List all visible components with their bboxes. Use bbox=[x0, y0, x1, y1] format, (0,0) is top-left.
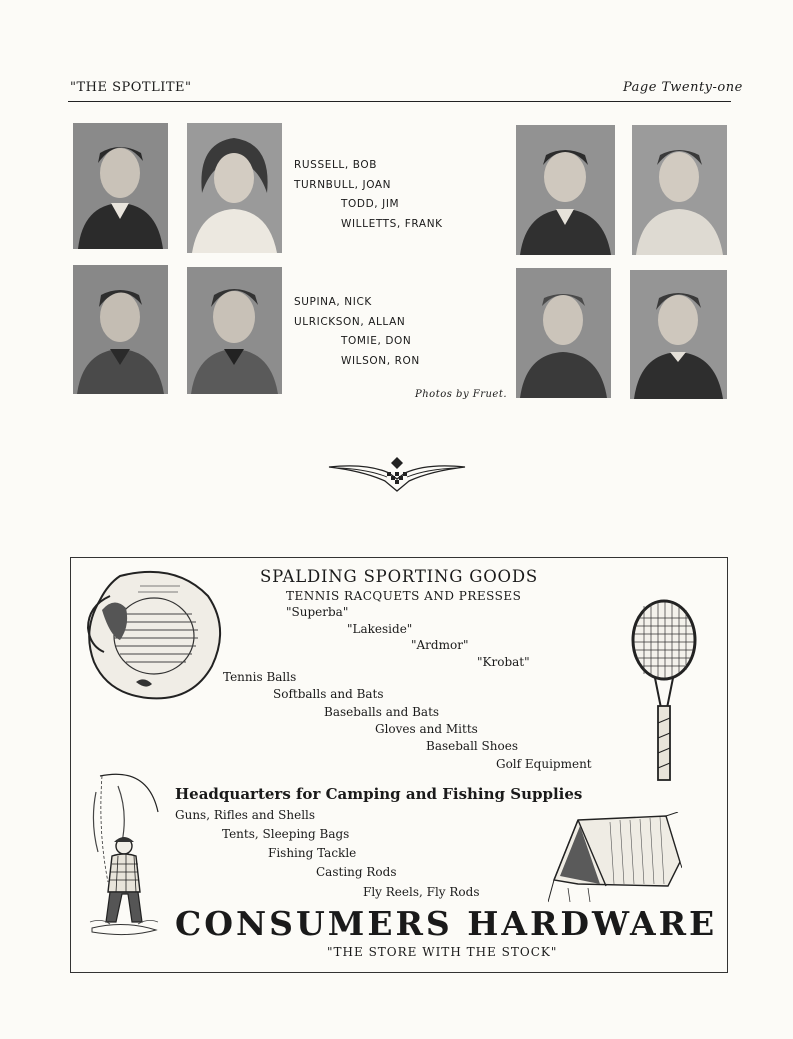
student-name: SUPINA, NICK bbox=[294, 296, 372, 308]
product-item: Golf Equipment bbox=[496, 757, 592, 771]
name-list-group-1 bbox=[294, 156, 443, 234]
student-name: RUSSELL, BOB bbox=[294, 159, 378, 171]
portrait-photo bbox=[73, 265, 168, 394]
ad-title: SPALDING SPORTING GOODS bbox=[260, 567, 538, 586]
racquet-model: "Lakeside" bbox=[347, 622, 413, 636]
portrait-photo bbox=[516, 125, 615, 255]
racquet-model: "Krobat" bbox=[477, 655, 530, 669]
publication-title: "THE SPOTLITE" bbox=[70, 80, 192, 95]
name-list-group-2 bbox=[294, 293, 420, 371]
racquet-model: "Superba" bbox=[286, 605, 349, 619]
store-name: CONSUMERS HARDWARE bbox=[175, 904, 718, 943]
product-item: Tennis Balls bbox=[223, 670, 297, 684]
camping-item: Fishing Tackle bbox=[268, 846, 357, 860]
student-name: WILLETTS, FRANK bbox=[341, 217, 443, 230]
camping-item: Casting Rods bbox=[316, 865, 397, 879]
store-slogan: "THE STORE WITH THE STOCK" bbox=[327, 945, 558, 959]
product-item: Baseballs and Bats bbox=[324, 705, 440, 719]
page-number: Page Twenty-one bbox=[623, 80, 743, 95]
ad-subtitle: TENNIS RACQUETS AND PRESSES bbox=[286, 589, 522, 603]
tennis-racquet-icon bbox=[629, 598, 699, 782]
portrait-photo bbox=[187, 267, 282, 394]
student-name: TOMIE, DON bbox=[341, 335, 412, 347]
product-item: Baseball Shoes bbox=[426, 739, 518, 753]
portrait-photo bbox=[630, 270, 727, 399]
baseball-glove-icon bbox=[80, 566, 226, 706]
student-name: WILSON, RON bbox=[341, 354, 420, 367]
camping-item: Tents, Sleeping Bags bbox=[222, 827, 350, 841]
camping-item: Fly Reels, Fly Rods bbox=[363, 885, 480, 899]
product-item: Softballs and Bats bbox=[273, 687, 384, 701]
headquarters-heading: Headquarters for Camping and Fishing Supplies bbox=[175, 785, 583, 803]
decorative-ornament-icon bbox=[327, 455, 467, 495]
photo-credit: Photos by Fruet. bbox=[415, 389, 508, 400]
student-name: ULRICKSON, ALLAN bbox=[294, 315, 406, 328]
portrait-photo bbox=[516, 268, 611, 398]
portrait-photo bbox=[187, 123, 282, 253]
portrait-photo bbox=[73, 123, 168, 249]
student-name: TURNBULL, JOAN bbox=[294, 178, 392, 191]
camping-item: Guns, Rifles and Shells bbox=[175, 808, 316, 822]
racquet-model: "Ardmor" bbox=[411, 638, 469, 652]
header-rule bbox=[68, 101, 731, 102]
portrait-photo bbox=[632, 125, 727, 255]
student-name: TODD, JIM bbox=[341, 198, 400, 210]
product-item: Gloves and Mitts bbox=[375, 722, 478, 736]
tent-illustration-icon bbox=[548, 812, 682, 904]
fisherman-illustration-icon bbox=[88, 772, 160, 942]
